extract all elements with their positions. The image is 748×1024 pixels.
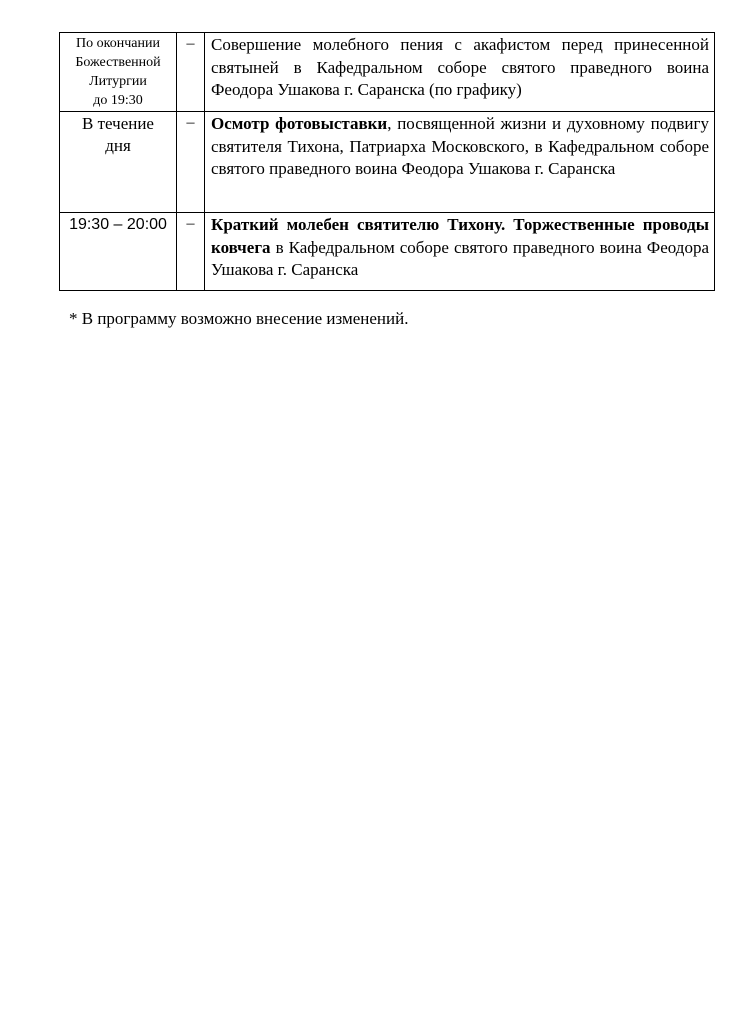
footnote: * В программу возможно внесение изменений. [69,309,409,328]
time-cell [60,112,177,213]
description-cell [205,33,715,112]
dash-cell: – [177,213,205,291]
table-row [60,112,715,213]
dash-cell: – [177,112,205,213]
time-line: дня [105,136,131,155]
time-line: В течение [82,114,154,133]
description-text: , посвященной жизни и духовному подвигу святителя Тихона, Патриарха Московского, в Кафедральном соборе святого праведного воина Феодора Ушакова г. Саранска [211,114,709,178]
time-line: Литургии [89,74,147,89]
schedule-table [59,32,715,291]
table-row [60,33,715,112]
time-line: По окончании [76,36,160,51]
description-bold: Краткий молебен святителю Тихону. Торжественные проводы ковчега [211,215,709,257]
time-cell [60,33,177,112]
table-row [60,213,715,291]
description-cell [205,213,715,291]
dash-cell: – [177,33,205,112]
description-text: в Кафедральном соборе святого праведного воина Феодора Ушакова г. Саранска [211,237,709,279]
time-line: до 19:30 [93,93,143,108]
description-text: Совершение молебного пения с акафистом перед принесенной святыней в Кафедральном соборе святого праведного воина Феодора Ушакова г. Саранска (по графику) [211,35,709,99]
time-cell [60,213,177,291]
description-cell [205,112,715,213]
description-bold: Осмотр фотовыставки [211,114,388,133]
time-line: 19:30 – 20:00 [69,216,167,233]
time-line: Божественной [75,55,161,70]
